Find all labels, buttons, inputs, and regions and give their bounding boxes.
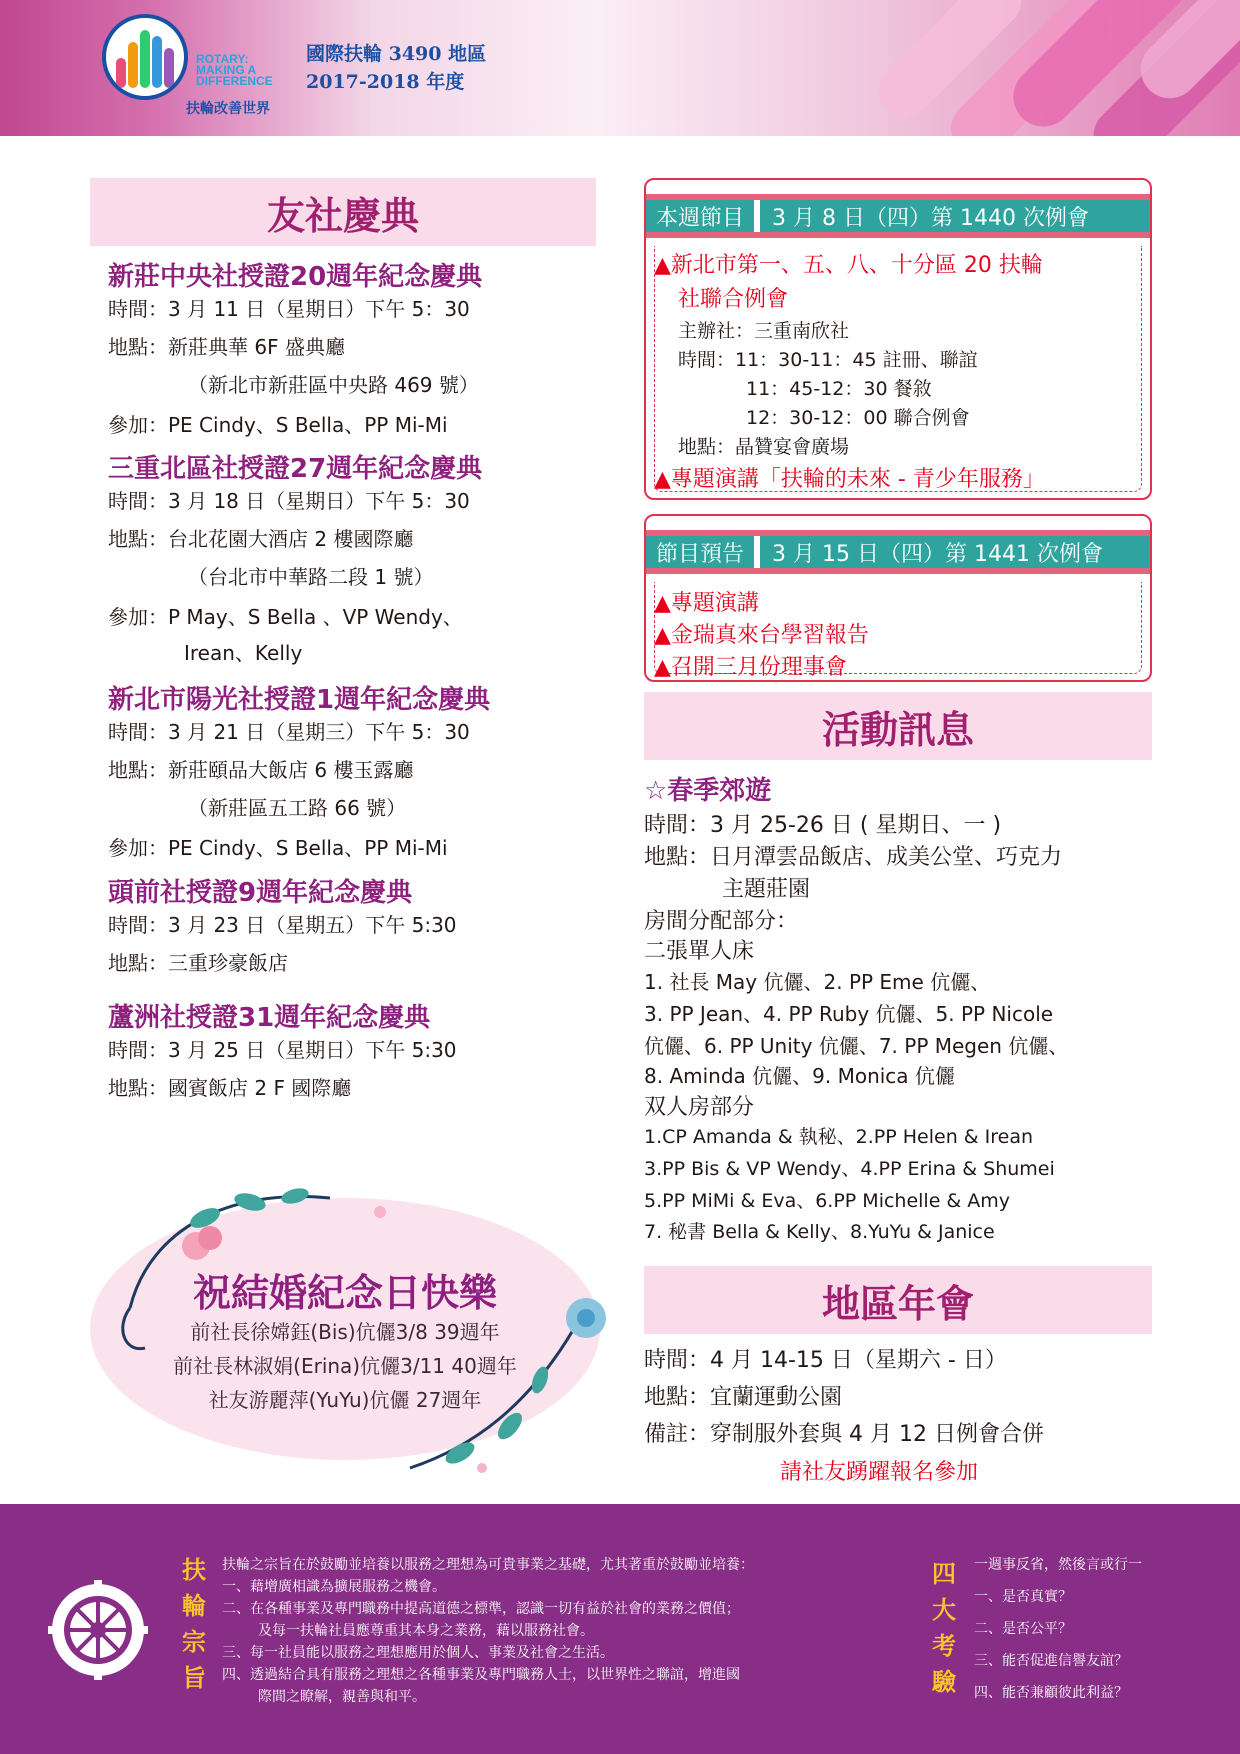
event-address: （台北市中華路二段 1 號） (188, 565, 434, 589)
event-venue: 地點：三重珍豪飯店 (108, 951, 288, 975)
logo-chinese: 扶輪改善世界 (186, 101, 270, 117)
four-way-test-line: 四、能否兼顧彼此利益？ (974, 1685, 1128, 1701)
purpose-line: 扶輪之宗旨在於鼓勵並培養以服務之理想為可貴事業之基礎，尤其著重於鼓勵並培養： (222, 1557, 754, 1573)
event-attendees: 參加：PE Cindy、S Bella、PP Mi-Mi (108, 413, 448, 437)
four-way-test-line: 一週事反省，然後言或行一 (974, 1557, 1142, 1573)
this-week-header-bar (646, 194, 1150, 238)
event-venue: 地點：台北花園大酒店 2 樓國際廳 (108, 527, 414, 551)
purpose-line: 及每一扶輪社員應尊重其本身之業務，藉以服務社會。 (258, 1623, 594, 1639)
rotary-logo (102, 14, 188, 100)
header-banner (0, 0, 1240, 136)
wedding-line: 社友游麗萍(YuYu)伉儷 27週年 (208, 1388, 482, 1412)
purpose-line: 三、每一社員能以服務之理想應用於個人、事業及社會之生活。 (222, 1645, 614, 1661)
activity-line: 8. Aminda 伉儷、9. Monica 伉儷 (644, 1064, 955, 1088)
event-attendees: 參加：PE Cindy、S Bella、PP Mi-Mi (108, 836, 448, 860)
activity-line: 房間分配部分： (644, 909, 799, 934)
event-venue: 地點：新莊典華 6F 盛典廳 (108, 335, 345, 359)
event-title: 蘆洲社授證31週年紀念慶典 (108, 1003, 431, 1033)
activity-line: 7. 秘書 Bella & Kelly、8.YuYu & Janice (644, 1221, 995, 1243)
conference-note: 請社友踴躍報名參加 (780, 1460, 979, 1485)
preview-meeting: 3 月 15 日（四）第 1441 次例會 (772, 541, 1103, 567)
event-time: 時間：3 月 25 日（星期日）下午 5:30 (108, 1038, 457, 1062)
activity-line: 1.CP Amanda & 執秘、2.PP Helen & Irean (644, 1126, 1034, 1148)
event-attendees-cont: Irean、Kelly (184, 641, 303, 665)
district-title: 國際扶輪 3490 地區 2017-2018 年度 (306, 43, 487, 93)
section-banner-activity: 活動訊息 (644, 692, 1152, 760)
purpose-label: 扶 輪 宗 旨 (182, 1556, 206, 1692)
wedding-line: 前社長林淑娟(Erina)伉儷3/11 40週年 (173, 1354, 517, 1378)
preview-tag: 節目預告 (656, 541, 745, 567)
wedding-title: 祝結婚紀念日快樂 (192, 1271, 497, 1315)
activity-line: 二張單人床 (644, 939, 755, 964)
activity-subtitle: ☆春季郊遊 (644, 776, 772, 806)
four-way-test-line: 二、是否公平？ (974, 1621, 1072, 1637)
event-venue: 地點：新莊頤品大飯店 6 樓玉露廳 (108, 758, 414, 782)
event-time: 時間：3 月 21 日（星期三）下午 5：30 (108, 720, 470, 744)
logo-slogan: ROTARY: MAKING A DIFFERENCE (196, 52, 273, 88)
event-title: 三重北區社授證27週年紀念慶典 (108, 454, 483, 484)
wedding-line: 前社長徐嫦鈺(Bis)伉儷3/8 39週年 (190, 1320, 500, 1344)
this-week-tag: 本週節目 (656, 205, 745, 231)
program-host: 主辦社：三重南欣社 (678, 320, 850, 342)
four-way-test-line: 一、是否真實？ (974, 1589, 1072, 1605)
this-week-meeting: 3 月 8 日（四）第 1440 次例會 (772, 205, 1089, 231)
program-item: ▲專題演講「扶輪的未來 - 青少年服務」 (654, 467, 1045, 492)
activity-line: 伉儷、6. PP Unity 伉儷、7. PP Megen 伉儷、 (644, 1034, 1069, 1058)
event-title: 頭前社授證9週年紀念慶典 (108, 878, 413, 908)
purpose-line: 四、透過結合具有服務之理想之各種事業及專門職務人士，以世界性之聯誼，增進國 (222, 1667, 740, 1683)
four-way-test-label: 四 大 考 驗 (932, 1560, 956, 1696)
activity-line: 時間：3 月 25-26 日 ( 星期日、一 ) (644, 813, 1002, 838)
program-schedule: 11：45-12：30 餐敘 (746, 378, 932, 400)
program-item-cont: 社聯合例會 (678, 287, 789, 312)
purpose-line: 際間之瞭解，親善與和平。 (258, 1689, 426, 1705)
purpose-line: 二、在各種事業及專門職務中提高道德之標準，認識一切有益於社會的業務之價值； (222, 1601, 740, 1617)
event-title: 新北市陽光社授證1週年紀念慶典 (108, 685, 491, 715)
event-address: （新北市新莊區中央路 469 號） (188, 373, 479, 397)
preview-header-bar (646, 530, 1150, 574)
footer (0, 1504, 1240, 1754)
event-title: 新莊中央社授證20週年紀念慶典 (108, 262, 483, 292)
section-banner-friend-clubs: 友社慶典 (90, 178, 596, 246)
program-venue: 地點：晶贊宴會廣場 (678, 436, 850, 458)
preview-item: ▲召開三月份理事會 (654, 655, 847, 680)
program-item: ▲新北市第一、五、八、十分區 20 扶輪 (654, 253, 1043, 278)
conference-line: 備註：穿制服外套與 4 月 12 日例會合併 (644, 1422, 1044, 1447)
section-banner-conference: 地區年會 (644, 1266, 1152, 1334)
activity-line: 1. 社長 May 伉儷、2. PP Eme 伉儷、 (644, 970, 991, 994)
program-schedule: 12：30-12：00 聯合例會 (746, 407, 970, 429)
event-address: （新莊區五工路 66 號） (188, 796, 407, 820)
conference-line: 時間：4 月 14-15 日（星期六 - 日） (644, 1348, 1007, 1373)
activity-line: 地點：日月潭雲品飯店、成美公堂、巧克力 (644, 845, 1063, 870)
program-schedule: 時間：11：30-11：45 註冊、聯誼 (678, 349, 978, 371)
event-time: 時間：3 月 18 日（星期日）下午 5：30 (108, 489, 470, 513)
event-attendees: 參加：P May、S Bella 、VP Wendy、 (108, 605, 463, 629)
four-way-test-line: 三、能否促進信譽友誼？ (974, 1653, 1128, 1669)
activity-line: 3.PP Bis & VP Wendy、4.PP Erina & Shumei (644, 1158, 1055, 1180)
event-time: 時間：3 月 11 日（星期日）下午 5：30 (108, 297, 470, 321)
conference-line: 地點：宜蘭運動公園 (644, 1385, 843, 1410)
activity-line: 3. PP Jean、4. PP Ruby 伉儷、5. PP Nicole (644, 1002, 1054, 1026)
activity-line: 主題莊園 (722, 877, 811, 902)
activity-line: 5.PP MiMi & Eva、6.PP Michelle & Amy (644, 1190, 1011, 1212)
preview-item: ▲專題演講 (654, 591, 759, 616)
activity-line: 双人房部分 (644, 1095, 755, 1120)
purpose-line: 一、藉增廣相識為擴展服務之機會。 (222, 1579, 446, 1595)
rotary-wheel-icon (48, 1580, 148, 1680)
event-time: 時間：3 月 23 日（星期五）下午 5:30 (108, 913, 457, 937)
event-venue: 地點：國賓飯店 2 F 國際廳 (108, 1076, 352, 1100)
preview-item: ▲金瑞真來台學習報告 (654, 623, 869, 648)
